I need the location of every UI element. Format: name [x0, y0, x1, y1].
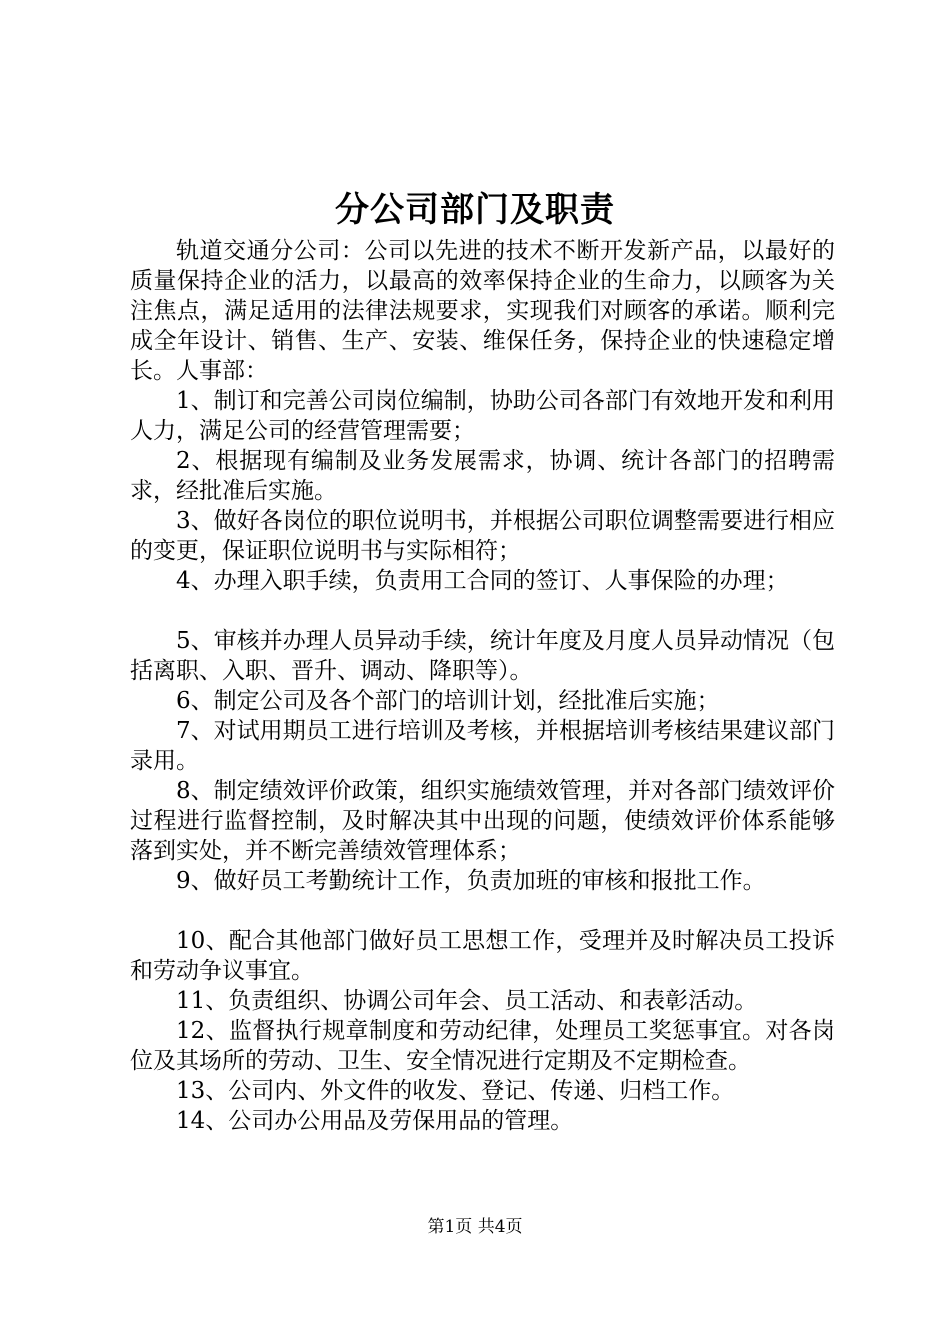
document-title: 分公司部门及职责 [335, 190, 615, 230]
duty-item-8: 8、制定绩效评价政策，组织实施绩效管理，并对各部门绩效评价过程进行监督控制，及时解决其中出现的问题，使绩效评价体系能够落到实处，并不断完善绩效管理体系； [130, 778, 835, 864]
duty-item-11: 11、负责组织、协调公司年会、员工活动、和表彰活动。 [176, 988, 758, 1014]
duty-item-6: 6、制定公司及各个部门的培训计划，经批准后实施； [176, 688, 720, 714]
duty-item-1: 1、制订和完善公司岗位编制，协助公司各部门有效地开发和利用人力，满足公司的经营管理需要； [130, 388, 835, 444]
duty-item-4: 4、办理入职手续，负责用工合同的签订、人事保险的办理； [176, 568, 789, 594]
duty-item-13: 13、公司内、外文件的收发、登记、传递、归档工作。 [176, 1078, 735, 1104]
page-number-footer: 第1页 共4页 [427, 1217, 523, 1237]
intro-paragraph: 轨道交通分公司：公司以先进的技术不断开发新产品，以最好的质量保持企业的活力，以最高的效率保持企业的生命力，以顾客为关注焦点，满足适用的法律法规要求，实现我们对顾客的承诺。顺利完成全年设计、销售、生产、安装、维保任务，保持企业的快速稳定增长。人事部： [130, 238, 835, 384]
duty-item-9: 9、做好员工考勤统计工作，负责加班的审核和报批工作。 [176, 868, 766, 894]
duty-item-10: 10、配合其他部门做好员工思想工作，受理并及时解决员工投诉和劳动争议事宜。 [130, 928, 835, 984]
duty-item-12: 12、监督执行规章制度和劳动纪律，处理员工奖惩事宜。对各岗位及其场所的劳动、卫生、安全情况进行定期及不定期检查。 [130, 1018, 835, 1074]
duty-item-7: 7、对试用期员工进行培训及考核，并根据培训考核结果建议部门录用。 [130, 718, 835, 774]
duty-item-5: 5、审核并办理人员异动手续，统计年度及月度人员异动情况（包括离职、入职、晋升、调动、降职等）。 [130, 628, 835, 684]
duty-item-14: 14、公司办公用品及劳保用品的管理。 [176, 1108, 574, 1134]
duty-item-3: 3、做好各岗位的职位说明书，并根据公司职位调整需要进行相应的变更，保证职位说明书与实际相符； [130, 508, 835, 564]
duty-item-2: 2、根据现有编制及业务发展需求，协调、统计各部门的招聘需求，经批准后实施。 [130, 448, 835, 504]
document-body [130, 236, 835, 1136]
